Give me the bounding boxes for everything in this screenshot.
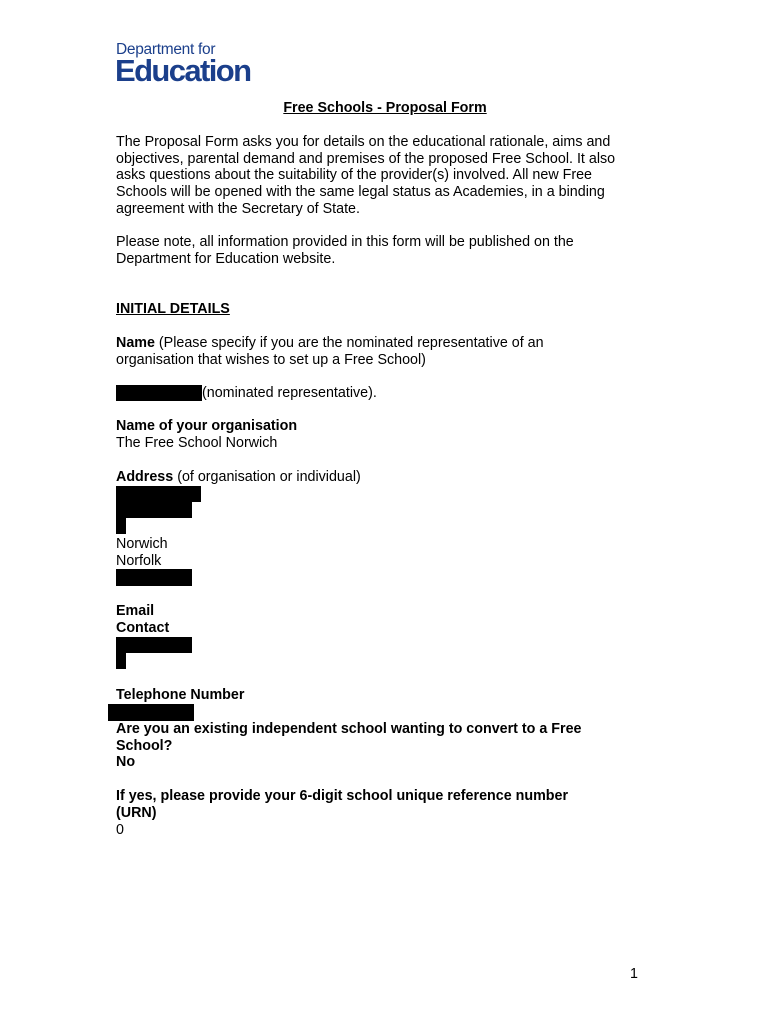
dfe-logo bbox=[116, 41, 286, 89]
intro-p1-line1: The Proposal Form asks you for details on the educational rationale, aims and bbox=[116, 134, 611, 150]
redaction-email-line1 bbox=[116, 637, 192, 653]
urn-answer: 0 bbox=[116, 822, 124, 838]
name-question-rest: (Please specify if you are the nominated representative of an bbox=[154, 335, 544, 351]
page-number: 1 bbox=[630, 966, 638, 982]
org-value: The Free School Norwich bbox=[116, 435, 278, 451]
email-label-line2: Contact bbox=[116, 620, 170, 636]
address-rest: (of organisation or individual) bbox=[173, 469, 361, 485]
intro-p1-line4: Schools will be opened with the same legal status as Academies, in a binding bbox=[116, 184, 605, 200]
existing-question-line1: Are you an existing independent school wanting to convert to a Free bbox=[116, 721, 582, 737]
urn-question-line2: (URN) bbox=[116, 805, 157, 821]
intro-p1-line3: asks questions about the suitability of the provider(s) involved. All new Free bbox=[116, 167, 593, 183]
urn-question-line1: If yes, please provide your 6-digit school unique reference number bbox=[116, 788, 569, 804]
email-label-line1: Email bbox=[116, 603, 155, 619]
section-heading: INITIAL DETAILS bbox=[116, 301, 230, 317]
redaction-telephone bbox=[108, 704, 194, 721]
redaction-address-line1 bbox=[116, 486, 201, 502]
name-label: Name bbox=[116, 335, 155, 351]
redaction-email-line2 bbox=[116, 653, 126, 669]
name-question-line2: organisation that wishes to set up a Free School) bbox=[116, 352, 426, 368]
redaction-address-line3 bbox=[116, 518, 126, 534]
address-label: Address bbox=[116, 469, 174, 485]
existing-answer: No bbox=[116, 754, 136, 770]
address-question bbox=[116, 469, 361, 486]
redaction-address-line2 bbox=[116, 502, 192, 518]
logo-line2: Education bbox=[115, 53, 251, 88]
existing-question-line2: School? bbox=[116, 738, 173, 754]
name-answer-suffix: (nominated representative). bbox=[202, 385, 377, 401]
org-label: Name of your organisation bbox=[116, 418, 298, 434]
redaction-name bbox=[116, 385, 202, 401]
telephone-label: Telephone Number bbox=[116, 687, 245, 703]
address-county: Norfolk bbox=[116, 553, 162, 569]
name-question-line1 bbox=[116, 335, 544, 352]
form-title: Free Schools - Proposal Form bbox=[283, 100, 487, 116]
logo-line1: Department for bbox=[116, 41, 216, 58]
intro-p1-line5: agreement with the Secretary of State. bbox=[116, 201, 360, 217]
intro-p1-line2: objectives, parental demand and premises of the proposed Free School. It also bbox=[116, 151, 616, 167]
intro-p2-line1: Please note, all information provided in this form will be published on the bbox=[116, 234, 574, 250]
intro-p2-line2: Department for Education website. bbox=[116, 251, 336, 267]
address-city: Norwich bbox=[116, 536, 168, 552]
redaction-postcode bbox=[116, 569, 192, 586]
